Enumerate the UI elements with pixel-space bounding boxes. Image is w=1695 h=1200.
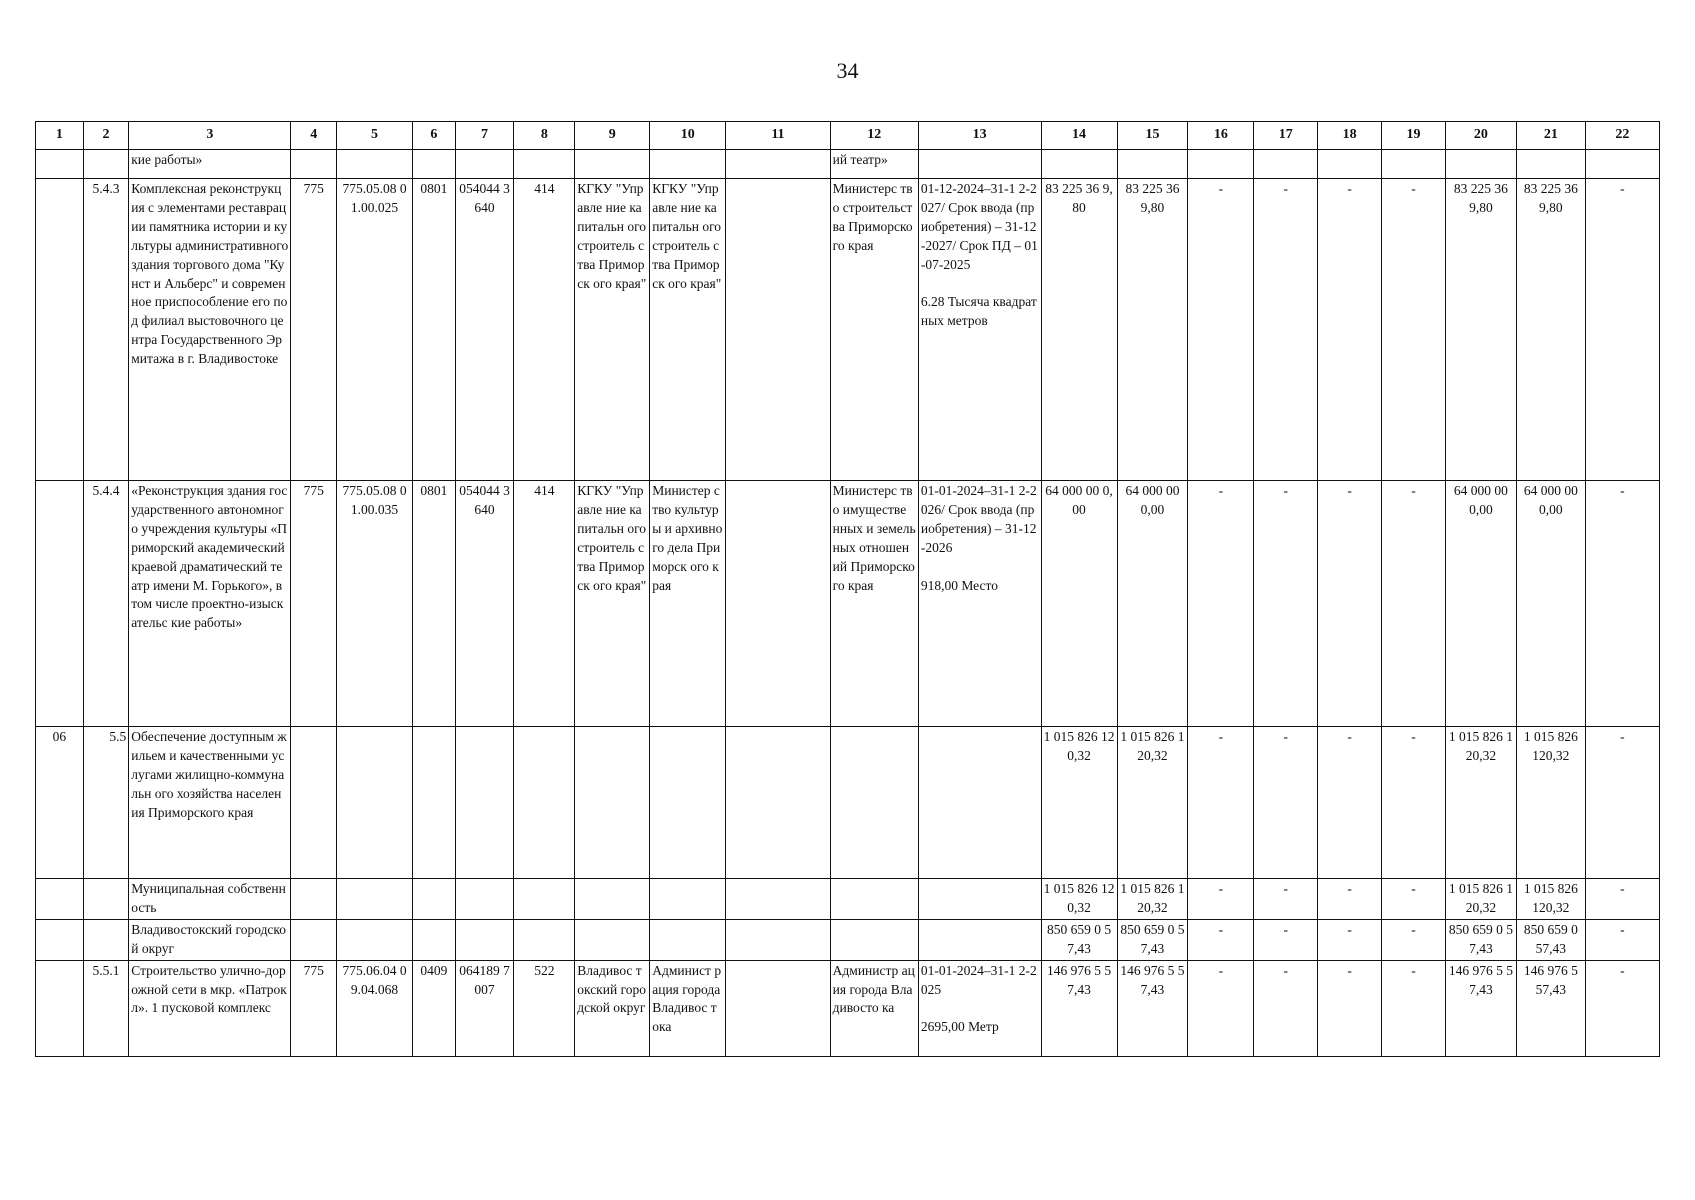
table-cell: 0801 — [413, 481, 456, 727]
table-cell: 414 — [514, 481, 575, 727]
table-cell: - — [1585, 879, 1659, 920]
column-header: 12 — [830, 122, 918, 150]
table-cell: ий театр» — [830, 150, 918, 179]
table-cell: - — [1188, 481, 1254, 727]
object-name: «Реконструкция здания государственного автономного учреждения культуры «Приморский академический краевой драматический театр имени М. Горького», в том числе проектно-изыскательс кие работы» — [129, 481, 291, 727]
column-header: 22 — [1585, 122, 1659, 150]
amount-cell: 850 659 0 57,43 — [1516, 919, 1585, 960]
column-header: 1 — [36, 122, 84, 150]
amount-cell: 1 015 826 120,32 — [1445, 727, 1516, 879]
table-cell: 054044 3640 — [455, 179, 514, 481]
amount-cell: 1 015 826 120,32 — [1516, 879, 1585, 920]
table-cell: - — [1382, 481, 1446, 727]
amount-cell: 146 976 5 57,43 — [1516, 960, 1585, 1056]
amount-cell: 850 659 0 57,43 — [1445, 919, 1516, 960]
table-cell: 522 — [514, 960, 575, 1056]
table-cell: - — [1254, 919, 1318, 960]
column-header: 13 — [918, 122, 1041, 150]
column-header: 21 — [1516, 122, 1585, 150]
object-name: Муниципальная собственность — [129, 879, 291, 920]
table-cell: 775.05.08 01.00.035 — [337, 481, 413, 727]
table-cell: - — [1382, 179, 1446, 481]
amount-cell: 146 976 5 57,43 — [1445, 960, 1516, 1056]
table-cell: 0409 — [413, 960, 456, 1056]
amount-cell: 146 976 5 57,43 — [1041, 960, 1117, 1056]
table-cell: - — [1382, 879, 1446, 920]
column-header: 17 — [1254, 122, 1318, 150]
column-header: 16 — [1188, 122, 1254, 150]
table-cell: - — [1188, 960, 1254, 1056]
amount-cell: 83 225 36 9,80 — [1041, 179, 1117, 481]
column-header: 9 — [575, 122, 650, 150]
column-header: 4 — [291, 122, 337, 150]
row-number: 5.5 — [83, 727, 129, 879]
table-cell: - — [1188, 179, 1254, 481]
amount-cell: 1 015 826 120,32 — [1117, 727, 1188, 879]
row-number: 5.4.3 — [83, 179, 129, 481]
table-row — [36, 481, 1660, 727]
table-cell: - — [1188, 879, 1254, 920]
table-row — [36, 919, 1660, 960]
table-cell: Владивос токский городской округ — [575, 960, 650, 1056]
column-header: 8 — [514, 122, 575, 150]
table-cell: - — [1318, 179, 1382, 481]
column-header: 14 — [1041, 122, 1117, 150]
amount-cell: 83 225 36 9,80 — [1117, 179, 1188, 481]
table-cell: - — [1585, 727, 1659, 879]
object-name: Владивостокский городской округ — [129, 919, 291, 960]
amount-cell: 64 000 00 0,00 — [1117, 481, 1188, 727]
table-cell: - — [1254, 179, 1318, 481]
table-cell: Министерс тво имуществе нных и земельных отношений Приморско го края — [830, 481, 918, 727]
table-cell: - — [1318, 481, 1382, 727]
row-number: 5.5.1 — [83, 960, 129, 1056]
amount-cell: 146 976 5 57,43 — [1117, 960, 1188, 1056]
table-cell: 01-01-2024–31-1 2-2025 2695,00 Метр — [918, 960, 1041, 1056]
amount-cell: 83 225 36 9,80 — [1445, 179, 1516, 481]
table-cell: 064189 7007 — [455, 960, 514, 1056]
table-cell: - — [1318, 727, 1382, 879]
amount-cell: 850 659 0 57,43 — [1041, 919, 1117, 960]
table-row — [36, 960, 1660, 1056]
amount-cell: 83 225 36 9,80 — [1516, 179, 1585, 481]
table-row — [36, 879, 1660, 920]
table-cell: - — [1318, 879, 1382, 920]
amount-cell: 1 015 826 120,32 — [1041, 879, 1117, 920]
column-header: 20 — [1445, 122, 1516, 150]
object-name: Комплексная реконструкция с элементами реставрации памятника истории и культуры административного здания торгового дома "Кунст и Альберс" и современное приспособление его под филиал выстовочного центра Государственного Эрмитажа в г. Владивостоке — [129, 179, 291, 481]
column-header: 7 — [455, 122, 514, 150]
amount-cell: 850 659 0 57,43 — [1117, 919, 1188, 960]
row-number: 5.4.4 — [83, 481, 129, 727]
table-cell: 06 — [36, 727, 84, 879]
object-name: Строительство улично-дорожной сети в мкр. «Патрокл». 1 пусковой комплекс — [129, 960, 291, 1056]
table-cell: - — [1318, 960, 1382, 1056]
amount-cell: 64 000 00 0,00 — [1041, 481, 1117, 727]
column-header: 19 — [1382, 122, 1446, 150]
column-header: 6 — [413, 122, 456, 150]
table-cell: КГКУ "Управле ние капитальн ого строитель ства Приморск ого края" — [650, 179, 726, 481]
table-cell: - — [1585, 179, 1659, 481]
table-cell: Министер ство культуры и архивного дела Приморск ого края — [650, 481, 726, 727]
object-name: Обеспечение доступным жильем и качественными услугами жилищно-коммунальн ого хозяйства населения Приморского края — [129, 727, 291, 879]
table-cell: 01-01-2024–31-1 2-2026/ Срок ввода (приобретения) – 31-12-2026 918,00 Место — [918, 481, 1041, 727]
amount-cell: 64 000 00 0,00 — [1445, 481, 1516, 727]
page-number: 34 — [836, 58, 859, 83]
table-cell: 0801 — [413, 179, 456, 481]
table-cell: Администр ация города Владивосто ка — [830, 960, 918, 1056]
column-header: 10 — [650, 122, 726, 150]
table-cell: - — [1382, 727, 1446, 879]
table-cell: - — [1382, 960, 1446, 1056]
table-cell: - — [1188, 919, 1254, 960]
header-row — [36, 122, 1660, 150]
table-cell: Министерс тво строительст ва Приморско го края — [830, 179, 918, 481]
budget-table — [35, 121, 1660, 1057]
table-cell: кие работы» — [129, 150, 291, 179]
table-cell: - — [1382, 919, 1446, 960]
table-row-continuation — [36, 150, 1660, 179]
table-cell: - — [1254, 727, 1318, 879]
column-header: 2 — [83, 122, 129, 150]
amount-cell: 64 000 00 0,00 — [1516, 481, 1585, 727]
column-header: 5 — [337, 122, 413, 150]
column-header: 11 — [726, 122, 830, 150]
table-cell: Админист рация города Владивос тока — [650, 960, 726, 1056]
table-cell: - — [1188, 727, 1254, 879]
table-cell: 01-12-2024–31-1 2-2027/ Срок ввода (приобретения) – 31-12-2027/ Срок ПД – 01-07-2025 6.28 Тысяча квадратных метров — [918, 179, 1041, 481]
column-header: 3 — [129, 122, 291, 150]
table-cell: 414 — [514, 179, 575, 481]
amount-cell: 1 015 826 120,32 — [1041, 727, 1117, 879]
table-cell: - — [1254, 481, 1318, 727]
table-row — [36, 727, 1660, 879]
table-cell: КГКУ "Управле ние капитальн ого строитель ства Приморск ого края" — [575, 481, 650, 727]
table-cell: 775 — [291, 481, 337, 727]
table-cell: - — [1585, 919, 1659, 960]
table-row — [36, 179, 1660, 481]
table-cell: - — [1585, 960, 1659, 1056]
amount-cell: 1 015 826 120,32 — [1445, 879, 1516, 920]
table-cell: - — [1318, 919, 1382, 960]
table-cell: - — [1254, 960, 1318, 1056]
table-cell: 775 — [291, 960, 337, 1056]
table-cell: - — [1585, 481, 1659, 727]
table-cell: - — [1254, 879, 1318, 920]
table-cell: 054044 3640 — [455, 481, 514, 727]
amount-cell: 1 015 826 120,32 — [1516, 727, 1585, 879]
amount-cell: 1 015 826 120,32 — [1117, 879, 1188, 920]
table-cell: 775.05.08 01.00.025 — [337, 179, 413, 481]
table-cell: 775.06.04 09.04.068 — [337, 960, 413, 1056]
column-header: 15 — [1117, 122, 1188, 150]
table-cell: 775 — [291, 179, 337, 481]
column-header: 18 — [1318, 122, 1382, 150]
table-cell: КГКУ "Управле ние капитальн ого строитель ства Приморск ого края" — [575, 179, 650, 481]
